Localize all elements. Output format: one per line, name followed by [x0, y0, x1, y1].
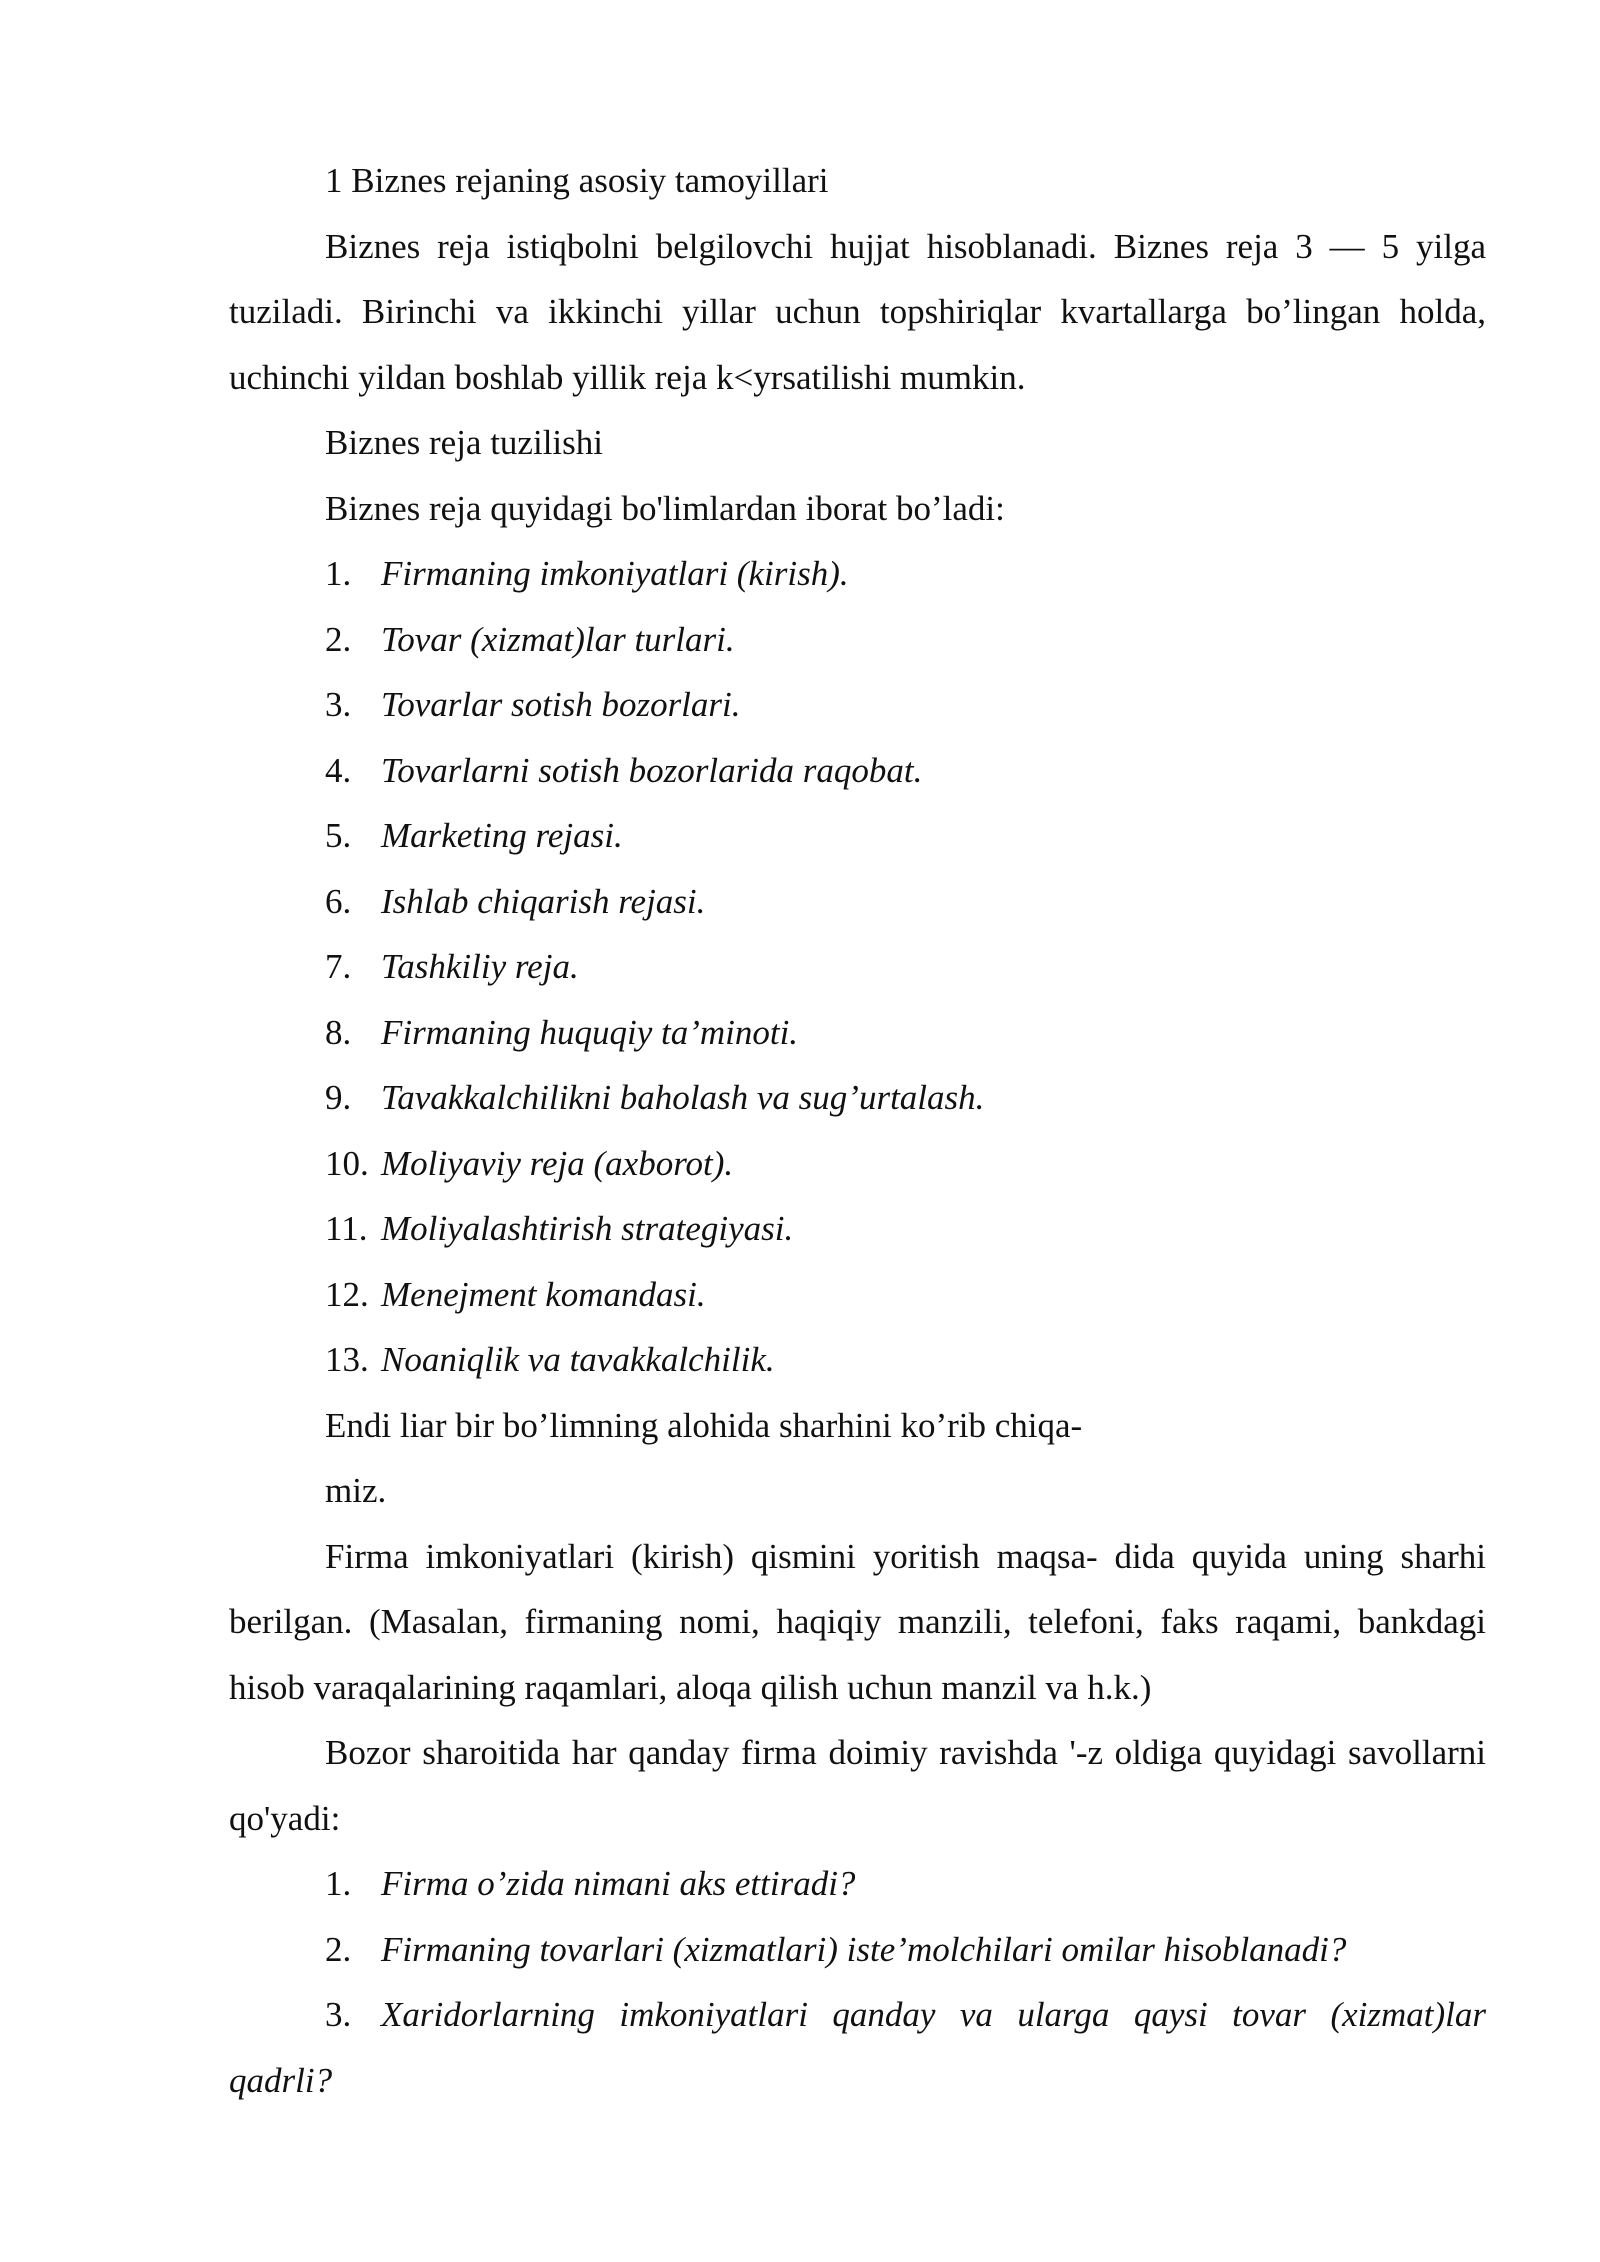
list-text: Tashkiliy reja. [381, 947, 579, 986]
list-text: Firma o’zida nimani aks ettiradi? [381, 1864, 856, 1903]
list-item [229, 1982, 1486, 2113]
list-number: 1. [325, 1864, 352, 1903]
intro-paragraph: Biznes reja istiqbolni belgilovchi hujjat hisoblanadi. Biznes reja 3 — 5 yilga tuziladi. Birinchi va ikkinchi yillar uchun topshiriqlar kvartallarga bo’lingan holda, uchinchi yildan boshlab yillik reja k<yrsatilishi mumkin. [229, 226, 1486, 397]
questions-list [229, 1851, 1486, 2113]
list-text: Xaridorlarning imkoniyatlari qanday va ularga qaysi tovar (xizmat)lar qadrli? [229, 1995, 1486, 2100]
list-number: 1. [325, 554, 352, 593]
list-item [229, 869, 1486, 935]
list-text: Firmaning huquqiy ta’minoti. [381, 1012, 799, 1052]
list-number: 3. [325, 685, 352, 724]
list-number: 7. [325, 947, 352, 986]
list-text: Firmaning tovarlari (xizmatlari) iste’molchilari omilar hisoblanadi? [381, 1929, 1347, 1969]
list-item [229, 1196, 1486, 1262]
list-item [229, 1000, 1486, 1066]
list-number: 5. [325, 816, 352, 855]
document-body [229, 148, 1486, 2113]
structure-heading: Biznes reja tuzilishi [325, 423, 603, 462]
market-paragraph: Bozor sharoitida har qanday firma doimiy ravishda '-z oldiga quyidagi savollarni qo'yadi: [229, 1733, 1486, 1838]
list-item [229, 934, 1486, 1000]
list-number: 6. [325, 881, 352, 921]
list-item [229, 1917, 1486, 1983]
list-number: 3. [325, 1995, 352, 2034]
list-text: Ishlab chiqarish rejasi. [381, 881, 706, 921]
list-item [229, 1327, 1486, 1393]
review-line-continuation: miz. [325, 1471, 387, 1510]
list-number: 13. [325, 1340, 369, 1379]
sections-intro: Biznes reja quyidagi bo'limlardan iborat bo’ladi: [325, 488, 1005, 528]
list-item [229, 1262, 1486, 1328]
review-line: Endi liar bir bo’limning alohida sharhini ko’rib chiqa- [325, 1405, 1083, 1445]
list-item [229, 738, 1486, 804]
list-text: Tavakkalchilikni baholash va sug’urtalash. [381, 1078, 985, 1117]
list-text: Moliyaviy reja (axborot). [381, 1143, 734, 1183]
list-text: Tovarlarni sotish bozorlarida raqobat. [381, 750, 923, 790]
list-number: 9. [325, 1078, 352, 1117]
list-item [229, 1131, 1486, 1197]
list-text: Firmaning imkoniyatlari (kirish). [381, 554, 849, 593]
list-item [229, 607, 1486, 673]
list-text: Menejment komandasi. [381, 1274, 706, 1314]
list-item [229, 1851, 1486, 1917]
list-number: 12. [325, 1274, 369, 1314]
list-number: 10. [325, 1143, 369, 1183]
list-item [229, 672, 1486, 738]
list-item [229, 541, 1486, 607]
list-text: Tovarlar sotish bozorlari. [381, 685, 741, 724]
list-number: 8. [325, 1012, 352, 1052]
list-text: Moliyalashtirish strategiyasi. [381, 1209, 794, 1248]
list-number: 2. [325, 619, 352, 659]
sections-list [229, 541, 1486, 1393]
list-text: Tovar (xizmat)lar turlari. [381, 619, 735, 659]
list-item [229, 803, 1486, 869]
list-text: Noaniqlik va tavakkalchilik. [381, 1340, 775, 1379]
list-number: 4. [325, 750, 352, 790]
list-number: 11. [325, 1209, 368, 1248]
list-item [229, 1065, 1486, 1131]
list-number: 2. [325, 1929, 352, 1969]
section-heading: 1 Biznes rejaning asosiy tamoyillari [325, 161, 829, 200]
list-text: Marketing rejasi. [381, 816, 623, 855]
firm-paragraph: Firma imkoniyatlari (kirish) qismini yoritish maqsa- dida quyida uning sharhi berilgan. (Masalan, firmaning nomi, haqiqiy manzili, telefoni, faks raqami, bankdagi hisob varaqalarining raqamlari, aloqa qilish uchun manzil va h.k.) [229, 1536, 1486, 1707]
